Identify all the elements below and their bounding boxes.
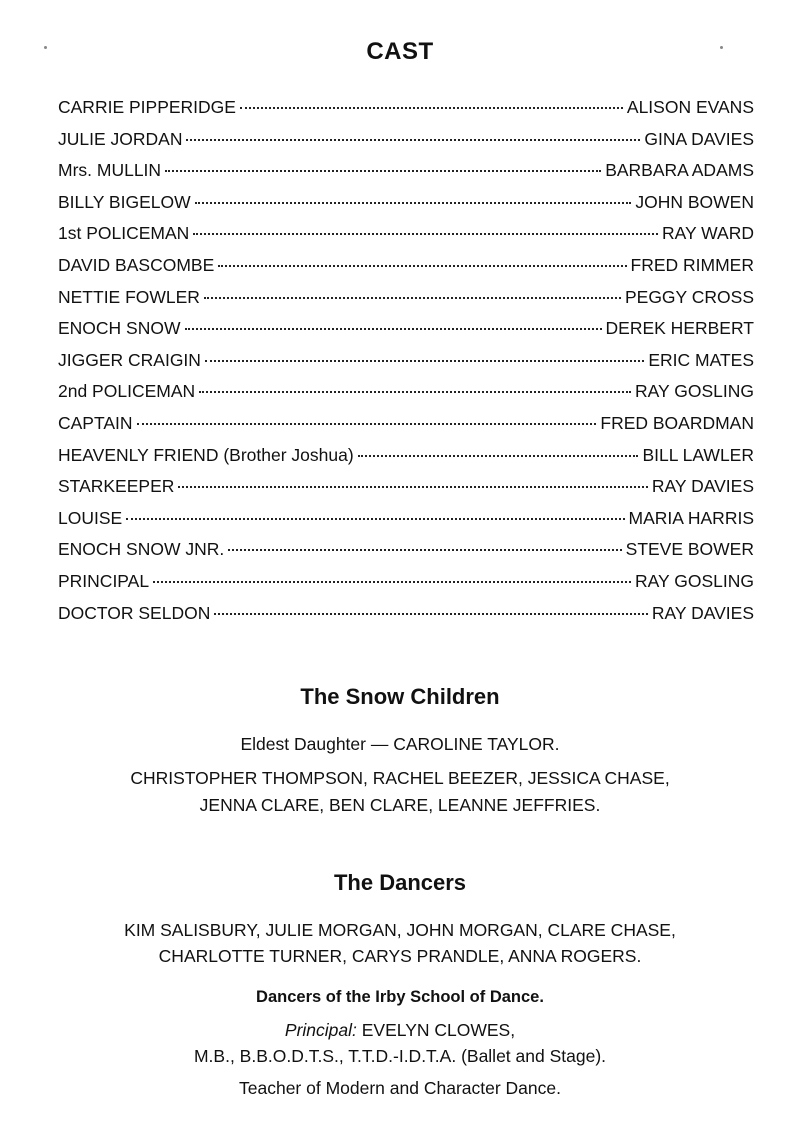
cast-actor: RAY DAVIES: [651, 476, 754, 497]
dot-leader: [126, 518, 624, 520]
cast-role: CARRIE PIPPERIDGE: [58, 97, 236, 117]
dancers-heading: The Dancers: [333, 870, 467, 895]
cast-role: DAVID BASCOMBE: [58, 254, 215, 275]
teacher-line: Teacher of Modern and Character Dance.: [239, 1078, 561, 1098]
dot-leader: [218, 265, 626, 267]
dot-leader: [186, 139, 640, 141]
cast-actor: FRED RIMMER: [630, 254, 754, 275]
cast-row: [58, 350, 754, 382]
cast-role: LOUISE: [58, 507, 123, 528]
snow-children-names-line-1: CHRISTOPHER THOMPSON, RACHEL BEEZER, JESSICA CHASE,: [130, 768, 670, 788]
cast-actor: FRED BOARDMAN: [600, 412, 754, 433]
cast-role: JULIE JORDAN: [58, 128, 183, 149]
cast-row: [58, 508, 754, 540]
dot-leader: [137, 423, 597, 425]
cast-row: [58, 318, 754, 350]
cast-row: [58, 571, 754, 603]
cast-actor: JOHN BOWEN: [635, 191, 754, 212]
dot-leader: [240, 107, 623, 109]
cast-actor: ERIC MATES: [648, 349, 754, 370]
qualifications-line: M.B., B.B.O.D.T.S., T.T.D.-I.D.T.A. (Ballet and Stage).: [193, 1046, 607, 1066]
cast-actor: ALISON EVANS: [626, 97, 754, 117]
cast-role: HEAVENLY FRIEND (Brother Joshua): [58, 444, 354, 465]
dot-leader: [165, 170, 601, 172]
cast-row: [58, 255, 754, 287]
cast-row: [58, 445, 754, 477]
cast-row: [58, 192, 754, 224]
dot-leader: [195, 202, 632, 204]
cast-row: [58, 160, 754, 192]
cast-actor: GINA DAVIES: [644, 128, 754, 149]
cast-actor: RAY GOSLING: [635, 570, 754, 591]
principal-line: [0, 1020, 800, 1041]
dot-leader: [228, 549, 621, 551]
cast-row: [58, 129, 754, 161]
cast-role: NETTIE FOWLER: [58, 286, 200, 307]
principal-label: Principal:: [284, 1020, 357, 1040]
eldest-daughter-line: Eldest Daughter — CAROLINE TAYLOR.: [240, 734, 560, 754]
cast-list: [58, 97, 754, 634]
cast-actor: RAY WARD: [661, 223, 754, 244]
dot-leader: [205, 360, 644, 362]
cast-row: [58, 476, 754, 508]
dot-leader: [153, 581, 631, 583]
cast-row: [58, 287, 754, 319]
dance-school-line: Dancers of the Irby School of Dance.: [256, 988, 544, 1006]
cast-role: BILLY BIGELOW: [58, 191, 191, 212]
cast-role: PRINCIPAL: [58, 570, 150, 591]
dot-leader: [204, 297, 621, 299]
cast-role: ENOCH SNOW: [58, 318, 181, 339]
cast-actor: BARBARA ADAMS: [605, 160, 754, 181]
cast-actor: STEVE BOWER: [625, 539, 754, 560]
dot-leader: [178, 486, 648, 488]
dancers-names-line-1: KIM SALISBURY, JULIE MORGAN, JOHN MORGAN, CLARE CHASE,: [124, 920, 676, 940]
dancers-names-line-2: CHARLOTTE TURNER, CARYS PRANDLE, ANNA ROGERS.: [158, 946, 642, 966]
cast-row: [58, 539, 754, 571]
dot-leader: [185, 328, 602, 330]
cast-row: [58, 381, 754, 413]
cast-role: DOCTOR SELDON: [58, 602, 211, 623]
snow-children-names-line-2: JENNA CLARE, BEN CLARE, LEANNE JEFFRIES.: [199, 795, 601, 815]
cast-actor: RAY GOSLING: [635, 381, 754, 402]
dot-leader: [193, 233, 658, 235]
dot-leader: [358, 455, 639, 457]
cast-role: JIGGER CRAIGIN: [58, 349, 201, 370]
cast-role: 1st POLICEMAN: [58, 223, 190, 244]
cast-role: ENOCH SNOW JNR.: [58, 539, 225, 560]
cast-role: 2nd POLICEMAN: [58, 381, 196, 402]
cast-actor: RAY DAVIES: [651, 602, 754, 623]
cast-actor: PEGGY CROSS: [624, 286, 754, 307]
cast-row: [58, 603, 754, 635]
cast-row: [58, 97, 754, 129]
cast-row: [58, 413, 754, 445]
cast-actor: MARIA HARRIS: [628, 507, 754, 528]
principal-name: EVELYN CLOWES,: [361, 1020, 516, 1040]
cast-role: Mrs. MULLIN: [58, 160, 162, 181]
dot-leader: [199, 391, 631, 393]
dot-leader: [214, 613, 648, 615]
cast-role: CAPTAIN: [58, 412, 133, 433]
snow-children-heading: The Snow Children: [300, 684, 500, 709]
cast-actor: BILL LAWLER: [642, 444, 754, 465]
cast-actor: DEREK HERBERT: [605, 318, 754, 339]
page-title: CAST: [366, 38, 434, 65]
cast-row: [58, 223, 754, 255]
cast-role: STARKEEPER: [58, 476, 175, 497]
